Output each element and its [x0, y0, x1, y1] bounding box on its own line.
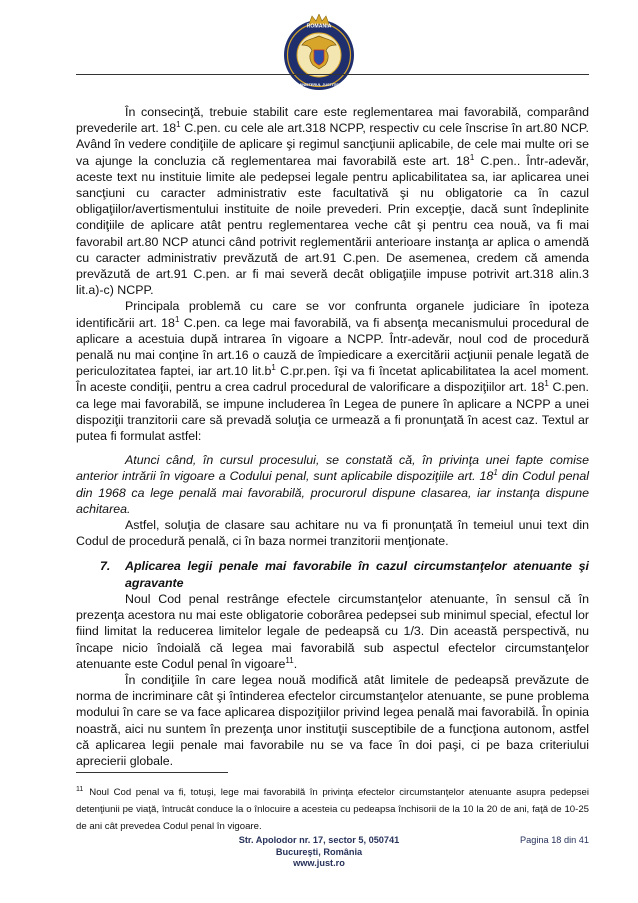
seal-crown-icon	[309, 14, 329, 24]
text-run: C.pen.. Într-adevăr, aceste text nu instituie limite ale pedepsei legale pentru aplicabilitatea sa, iar aplicarea unei sancţiuni cu caracter administrativ este facultativă şi nu obligatorie ca în cazul obligaţiilor/avertismentului instituite de noile prevederi. Prin excepţie, dacă sunt îndeplinite condiţiile de aplicare atât pentru reglementarea veche cât şi pentru cea nouă, va fi mai favorabil art.80 NCP atunci când potrivit reglementării anterioare instanţa ar aplica o amendă cu caracter administrativ prevăzută de art.91 C.pen. De asemenea, credem că amenda prevăzută de art.91 C.pen. ar fi mai severă decât obligaţiile impuse potrivit art.318 alin.3 lit.a)-c) NCPP.	[76, 153, 589, 298]
footnote	[76, 781, 589, 835]
page-number: Pagina 18 din 41	[520, 835, 589, 845]
address-line: Str. Apolodor nr. 17, sector 5, 050741	[238, 835, 400, 845]
section-heading	[76, 558, 589, 590]
text-run: .	[293, 656, 298, 671]
seal-top-text: ROMANIA	[306, 23, 332, 30]
document-body	[76, 104, 589, 769]
paragraph-conditions: În condiţiile în care legea nouă modifică atât limitele de pedeapsă prevăzute de norma de incriminare cât şi întinderea efectelor circumstanţelor atenuante, se pune problema modului în care se va face aplicarea dispoziţiilor privind legea penală mai favorabilă. În opinia noastră, aici nu suntem în prezenţa unor instituţii susceptibile de a funcţiona autonom, astfel că aplicarea legii penale mai favorabile nu se va face în doi paşi, ci pe baza criteriului aprecierii globale.	[76, 672, 589, 768]
text-run: C.pen. ca lege mai favorabilă, va fi absenţa mecanismului procedural de aplicare a acestuia după intrarea în vigoare a NCPP. Într-adevăr, noul cod de procedură penală nu mai conţine în art.16 o cauză de împiedicare a exercitării acţiunii penale legată de periculozitatea faptei, iar art.10 lit.b	[76, 315, 589, 379]
section-title: Aplicarea legii penale mai favorabile în cazul circumstanţelor atenuante şi agravante	[125, 559, 589, 590]
text-run: Principala problemă cu care se vor confrunta organele judiciare în ipoteza identificării art. 18	[76, 299, 589, 330]
superscript: 1	[469, 152, 475, 162]
footnote-text: Noul Cod penal va fi, totuşi, lege mai favorabilă în privinţa efectelor circumstanţelor atenuante asupra pedepsei detenţiunii pe viaţă, întrucât conduce la o înlocuire a acesteia cu pedeapsa închisorii de la 10 la 20 de ani, faţă de 10-25 de ani cât prevedea Codul penal în vigoare.	[76, 787, 589, 833]
text-run: C.pen. ca lege mai favorabilă, se impune includerea în Legea de punere în aplicare a NCPP a unei dispoziţii tranzitorii care să prevadă soluţia ce urmează a fi pronunţată în acest caz. Textul ar putea fi formulat astfel:	[76, 380, 589, 444]
seal-shield-icon	[314, 50, 324, 65]
paragraph-solution: Astfel, soluţia de clasare sau achitare nu va fi pronunţată în temeiul unui text din Codul de procedură penală, ci în baza normei tranzitorii menţionate.	[76, 518, 589, 549]
text-run: din Codul penal din 1968 ca lege penală mai favorabilă, procurorul dispune clasarea, iar instanţa dispune achitarea.	[76, 469, 589, 516]
website-link[interactable]: www.just.ro	[293, 858, 345, 868]
paragraph-main-problem	[76, 298, 589, 444]
section-number: 7.	[100, 559, 111, 574]
footnote-reference[interactable]: 11	[285, 655, 294, 665]
ministry-seal-logo	[282, 14, 356, 92]
text-run: C.pr.pen. îşi va fi încetat aplicabilitatea la acel moment. În aceste condiţii, pentru a crea cadrul procedural de valorificare a dispoziţiilor art. 18	[76, 364, 589, 395]
text-run: C.pen. cu cele ale art.318 NCPP, respectiv cu cele înscrise în art.80 NCP. Având în vedere condiţiile de aplicare şi regimul sancţiunii aplicabile, de cele mai multe ori se va ajunge la concluzia că reglementarea mai favorabilă este art. 18	[76, 121, 589, 168]
paragraph-new-code	[76, 591, 589, 672]
footnote-number: 11	[76, 786, 84, 793]
paragraph-consequence	[76, 104, 589, 298]
superscript: 1	[174, 314, 180, 324]
superscript: 1	[271, 363, 276, 373]
superscript: 1	[493, 468, 498, 478]
text-run: Atunci când, în cursul procesului, se constată că, în privinţa unei fapte comise anterior intrării în vigoare a Codului penal, sunt aplicabile dispoziţiile art. 18	[76, 453, 589, 484]
text-run: În consecinţă, trebuie stabilit care este reglementarea mai favorabilă, comparând prevederile art. 18	[76, 105, 589, 136]
superscript: 1	[176, 120, 181, 130]
superscript: 1	[544, 379, 549, 389]
header-rule	[76, 74, 589, 75]
footnote-separator	[76, 772, 228, 773]
seal-bottom-text: MINISTERUL JUSTIŢIEI	[298, 83, 340, 87]
text-run: Noul Cod penal restrânge efectele circumstanţelor atenuante, în sensul că în prezenţa acestora nu mai este obligatorie coborârea pedepsei sub minimul special, efectul lor fiind limitat la reducerea limitelor legale de pedeapsă cu 1/3. Din această perspectivă, nu încape nicio îndoială că legea mai favorabilă sub aspectul efectelor circumstanţelor atenuante este Codul penal în vigoare	[76, 591, 589, 671]
proposed-text-quote	[76, 452, 589, 517]
footer-address	[216, 835, 422, 870]
address-city: Bucureşti, România	[275, 846, 363, 857]
